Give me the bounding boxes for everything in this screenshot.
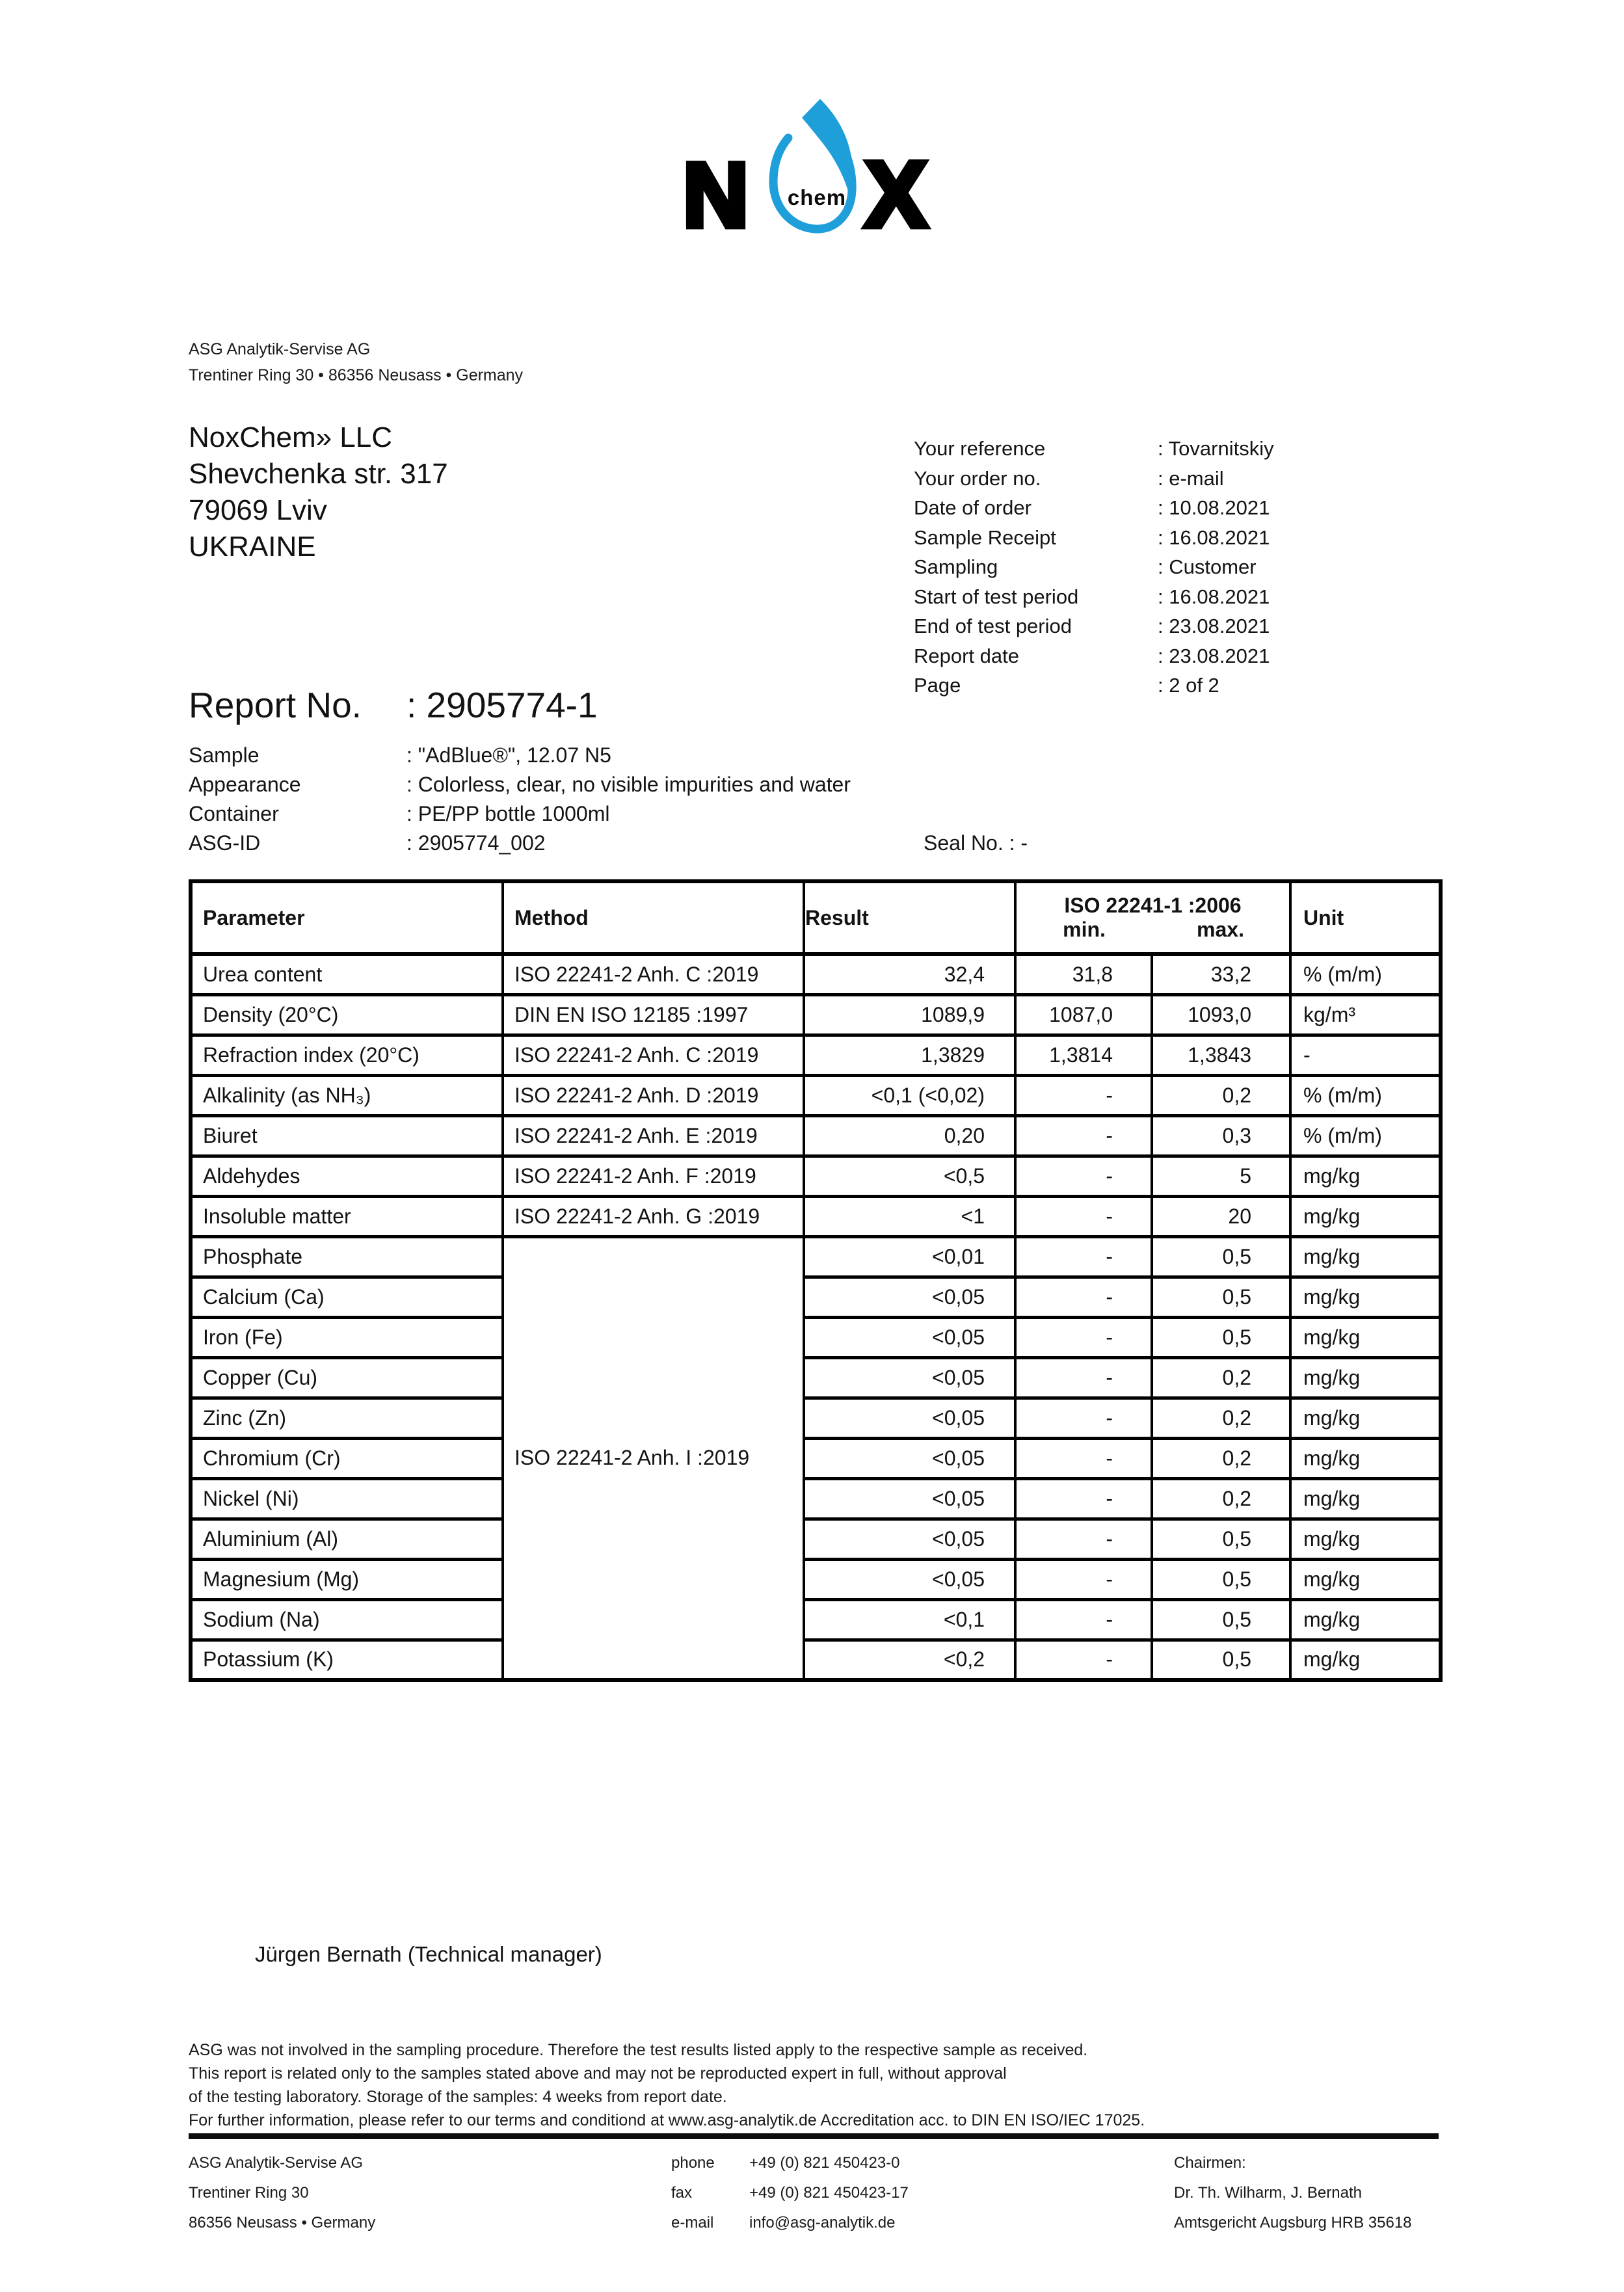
sample-value: : PE/PP bottle 1000ml [406, 802, 610, 825]
reference-value: : 23.08.2021 [1158, 645, 1270, 667]
footer-phone-label: phone [671, 2154, 715, 2172]
sender-address-line [189, 336, 523, 388]
unit-cell: mg/kg [1290, 1599, 1441, 1640]
max-cell: 33,2 [1152, 954, 1290, 994]
sample-label: Container [189, 802, 279, 825]
table-row [191, 1156, 1441, 1196]
parameter-cell: Iron (Fe) [191, 1317, 503, 1357]
result-cell: <0,05 [804, 1559, 1015, 1599]
parameter-cell: Alkalinity (as NH₃) [191, 1075, 503, 1115]
result-cell: 1089,9 [804, 994, 1015, 1035]
max-cell: 0,3 [1152, 1115, 1290, 1156]
method-cell: DIN EN ISO 12185 :1997 [503, 994, 804, 1035]
reference-label: Start of test period [914, 585, 1079, 608]
report-number-label: Report No. [189, 685, 362, 725]
table-row [191, 1438, 1441, 1478]
header-max: max. [1197, 918, 1244, 941]
parameter-cell: Density (20°C) [191, 994, 503, 1035]
table-row [191, 954, 1441, 994]
unit-cell: mg/kg [1290, 1478, 1441, 1519]
max-cell: 0,2 [1152, 1398, 1290, 1438]
sample-value: : "AdBlue®", 12.07 N5 [406, 743, 611, 767]
reference-label: Page [914, 674, 961, 697]
max-cell: 0,5 [1152, 1519, 1290, 1559]
report-number-value: : 2905774-1 [406, 685, 598, 725]
reference-label: Date of order [914, 496, 1032, 519]
table-row [191, 1559, 1441, 1599]
min-cell: - [1015, 1196, 1152, 1236]
footer-chairmen-label: Chairmen: [1174, 2154, 1246, 2172]
disclaimer-line: For further information, please refer to our terms and conditiond at www.asg-analytik.de Accreditation acc. to DIN EN ISO/IEC 17025. [189, 2111, 1145, 2129]
parameter-cell: Calcium (Ca) [191, 1277, 503, 1317]
disclaimer-line: ASG was not involved in the sampling procedure. Therefore the test results listed apply to the respective sample as received. [189, 2041, 1088, 2059]
results-table [189, 879, 1443, 1682]
max-cell: 20 [1152, 1196, 1290, 1236]
disclaimer-line: This report is related only to the samples stated above and may not be reproducted expert in full, without approval [189, 2064, 1007, 2083]
min-cell: - [1015, 1357, 1152, 1398]
logo-chem-label: chem [787, 185, 847, 209]
table-row [191, 1317, 1441, 1357]
max-cell: 0,2 [1152, 1075, 1290, 1115]
min-cell: - [1015, 1317, 1152, 1357]
result-cell: <0,05 [804, 1438, 1015, 1478]
parameter-cell: Aluminium (Al) [191, 1519, 503, 1559]
reference-value: : 16.08.2021 [1158, 526, 1270, 549]
results-table-body [191, 954, 1441, 1680]
unit-cell: kg/m³ [1290, 994, 1441, 1035]
water-drop-icon [773, 99, 853, 229]
reference-value: : 16.08.2021 [1158, 585, 1270, 608]
min-cell: - [1015, 1277, 1152, 1317]
parameter-cell: Nickel (Ni) [191, 1478, 503, 1519]
report-number-row [0, 684, 1624, 730]
recipient-city: 79069 Lviv [189, 494, 327, 526]
result-cell: <0,05 [804, 1357, 1015, 1398]
parameter-cell: Potassium (K) [191, 1640, 503, 1680]
unit-cell: mg/kg [1290, 1196, 1441, 1236]
min-cell: - [1015, 1599, 1152, 1640]
footer-fax-label: fax [671, 2184, 693, 2202]
result-cell: <0,05 [804, 1398, 1015, 1438]
disclaimer-line: of the testing laboratory. Storage of the samples: 4 weeks from report date. [189, 2088, 727, 2106]
method-cell: ISO 22241-2 Anh. C :2019 [503, 1035, 804, 1075]
table-row [191, 1196, 1441, 1236]
table-row [191, 994, 1441, 1035]
table-row [191, 1519, 1441, 1559]
method-cell: ISO 22241-2 Anh. C :2019 [503, 954, 804, 994]
unit-cell: mg/kg [1290, 1519, 1441, 1559]
result-cell: <0,05 [804, 1277, 1015, 1317]
max-cell: 1093,0 [1152, 994, 1290, 1035]
reference-label: Sampling [914, 555, 998, 578]
footer-register: Amtsgericht Augsburg HRB 35618 [1174, 2214, 1412, 2232]
parameter-cell: Urea content [191, 954, 503, 994]
table-row [191, 1398, 1441, 1438]
min-cell: 1,3814 [1015, 1035, 1152, 1075]
parameter-cell: Insoluble matter [191, 1196, 503, 1236]
recipient-address [189, 420, 448, 565]
footer-email-value: info@asg-analytik.de [749, 2214, 896, 2232]
result-cell: 1,3829 [804, 1035, 1015, 1075]
sample-label: ASG-ID [189, 831, 261, 855]
table-row [191, 1035, 1441, 1075]
result-cell: <0,2 [804, 1640, 1015, 1680]
min-cell: - [1015, 1640, 1152, 1680]
reference-value: : 2 of 2 [1158, 674, 1219, 697]
unit-cell: - [1290, 1035, 1441, 1075]
unit-cell: mg/kg [1290, 1357, 1441, 1398]
min-cell: 31,8 [1015, 954, 1152, 994]
unit-cell: % (m/m) [1290, 1075, 1441, 1115]
max-cell: 0,2 [1152, 1438, 1290, 1478]
result-cell: <0,05 [804, 1478, 1015, 1519]
table-row [191, 1277, 1441, 1317]
result-cell: <0,05 [804, 1519, 1015, 1559]
min-cell: - [1015, 1156, 1152, 1196]
unit-cell: mg/kg [1290, 1398, 1441, 1438]
table-row [191, 1357, 1441, 1398]
result-cell: <0,01 [804, 1236, 1015, 1277]
header-parameter: Parameter [191, 881, 503, 954]
footer-chairmen-names: Dr. Th. Wilharm, J. Bernath [1174, 2184, 1362, 2202]
unit-cell: mg/kg [1290, 1277, 1441, 1317]
result-cell: 32,4 [804, 954, 1015, 994]
parameter-cell: Biuret [191, 1115, 503, 1156]
unit-cell: mg/kg [1290, 1438, 1441, 1478]
parameter-cell: Aldehydes [191, 1156, 503, 1196]
signature-line: Jürgen Bernath (Technical manager) [255, 1942, 602, 1966]
reference-value: : 10.08.2021 [1158, 496, 1270, 519]
result-cell: <0,05 [804, 1317, 1015, 1357]
results-table-header [191, 881, 1441, 954]
reference-label: End of test period [914, 615, 1072, 637]
footer-email-label: e-mail [671, 2214, 714, 2232]
table-row [191, 1115, 1441, 1156]
sample-value: : 2905774_002 [406, 831, 546, 855]
logo-letter-x: X [865, 143, 927, 247]
unit-cell: mg/kg [1290, 1317, 1441, 1357]
min-cell: - [1015, 1438, 1152, 1478]
footer-phone-value: +49 (0) 821 450423-0 [749, 2154, 900, 2172]
min-cell: 1087,0 [1015, 994, 1152, 1035]
unit-cell: % (m/m) [1290, 1115, 1441, 1156]
max-cell: 0,5 [1152, 1236, 1290, 1277]
min-cell: - [1015, 1236, 1152, 1277]
max-cell: 0,5 [1152, 1277, 1290, 1317]
reference-label: Your order no. [914, 467, 1041, 490]
header-method: Method [503, 881, 804, 954]
max-cell: 0,2 [1152, 1357, 1290, 1398]
method-cell: ISO 22241-2 Anh. D :2019 [503, 1075, 804, 1115]
min-cell: - [1015, 1398, 1152, 1438]
header-iso-spec [1015, 881, 1290, 954]
method-cell-merged: ISO 22241-2 Anh. I :2019 [503, 1236, 804, 1680]
min-cell: - [1015, 1478, 1152, 1519]
footer-company-city: 86356 Neusass • Germany [189, 2214, 376, 2232]
parameter-cell: Magnesium (Mg) [191, 1559, 503, 1599]
unit-cell: mg/kg [1290, 1156, 1441, 1196]
reference-value: : Tovarnitskiy [1158, 437, 1274, 460]
sender-company: ASG Analytik-Servise AG [189, 340, 371, 358]
sample-label: Sample [189, 743, 260, 767]
reference-value: : e-mail [1158, 467, 1224, 490]
sample-value: : Colorless, clear, no visible impurities and water [406, 773, 851, 796]
recipient-company: NoxChem» LLC [189, 421, 393, 453]
unit-cell: % (m/m) [1290, 954, 1441, 994]
result-cell: <0,1 [804, 1599, 1015, 1640]
method-cell: ISO 22241-2 Anh. G :2019 [503, 1196, 804, 1236]
noxchem-logo [676, 94, 950, 247]
parameter-cell: Zinc (Zn) [191, 1398, 503, 1438]
parameter-cell: Phosphate [191, 1236, 503, 1277]
max-cell: 0,2 [1152, 1478, 1290, 1519]
min-cell: - [1015, 1519, 1152, 1559]
result-cell: 0,20 [804, 1115, 1015, 1156]
table-row [191, 1478, 1441, 1519]
reference-label: Sample Receipt [914, 526, 1056, 549]
parameter-cell: Chromium (Cr) [191, 1438, 503, 1478]
table-row [191, 1640, 1441, 1680]
header-min: min. [1063, 918, 1106, 941]
header-unit: Unit [1290, 881, 1441, 954]
reference-value: : 23.08.2021 [1158, 615, 1270, 637]
result-cell: <1 [804, 1196, 1015, 1236]
sender-street-city: Trentiner Ring 30 • 86356 Neusass • Germany [189, 366, 524, 384]
parameter-cell: Copper (Cu) [191, 1357, 503, 1398]
max-cell: 0,5 [1152, 1317, 1290, 1357]
unit-cell: mg/kg [1290, 1236, 1441, 1277]
max-cell: 1,3843 [1152, 1035, 1290, 1075]
method-cell: ISO 22241-2 Anh. E :2019 [503, 1115, 804, 1156]
result-cell: <0,5 [804, 1156, 1015, 1196]
max-cell: 0,5 [1152, 1599, 1290, 1640]
footer-divider [189, 2133, 1439, 2139]
table-row [191, 1599, 1441, 1640]
header-iso-title: ISO 22241-1 :2006 [1064, 894, 1242, 917]
logo-letter-n: N [683, 144, 749, 246]
reference-value: : Customer [1158, 555, 1257, 578]
parameter-cell: Refraction index (20°C) [191, 1035, 503, 1075]
max-cell: 5 [1152, 1156, 1290, 1196]
unit-cell: mg/kg [1290, 1640, 1441, 1680]
reference-label: Report date [914, 645, 1019, 667]
max-cell: 0,5 [1152, 1559, 1290, 1599]
reference-label: Your reference [914, 437, 1046, 460]
method-cell: ISO 22241-2 Anh. F :2019 [503, 1156, 804, 1196]
footer-company-name: ASG Analytik-Servise AG [189, 2154, 364, 2172]
footer-company-street: Trentiner Ring 30 [189, 2184, 309, 2202]
max-cell: 0,5 [1152, 1640, 1290, 1680]
result-cell: <0,1 (<0,02) [804, 1075, 1015, 1115]
min-cell: - [1015, 1075, 1152, 1115]
table-row [191, 1236, 1441, 1277]
recipient-country: UKRAINE [189, 531, 316, 563]
parameter-cell: Sodium (Na) [191, 1599, 503, 1640]
min-cell: - [1015, 1115, 1152, 1156]
header-result: Result [804, 881, 1015, 954]
footer-fax-value: +49 (0) 821 450423-17 [749, 2184, 909, 2202]
seal-number: Seal No. : - [924, 831, 1028, 855]
table-row [191, 1075, 1441, 1115]
unit-cell: mg/kg [1290, 1559, 1441, 1599]
min-cell: - [1015, 1559, 1152, 1599]
recipient-street: Shevchenka str. 317 [189, 458, 448, 490]
sample-label: Appearance [189, 773, 301, 796]
